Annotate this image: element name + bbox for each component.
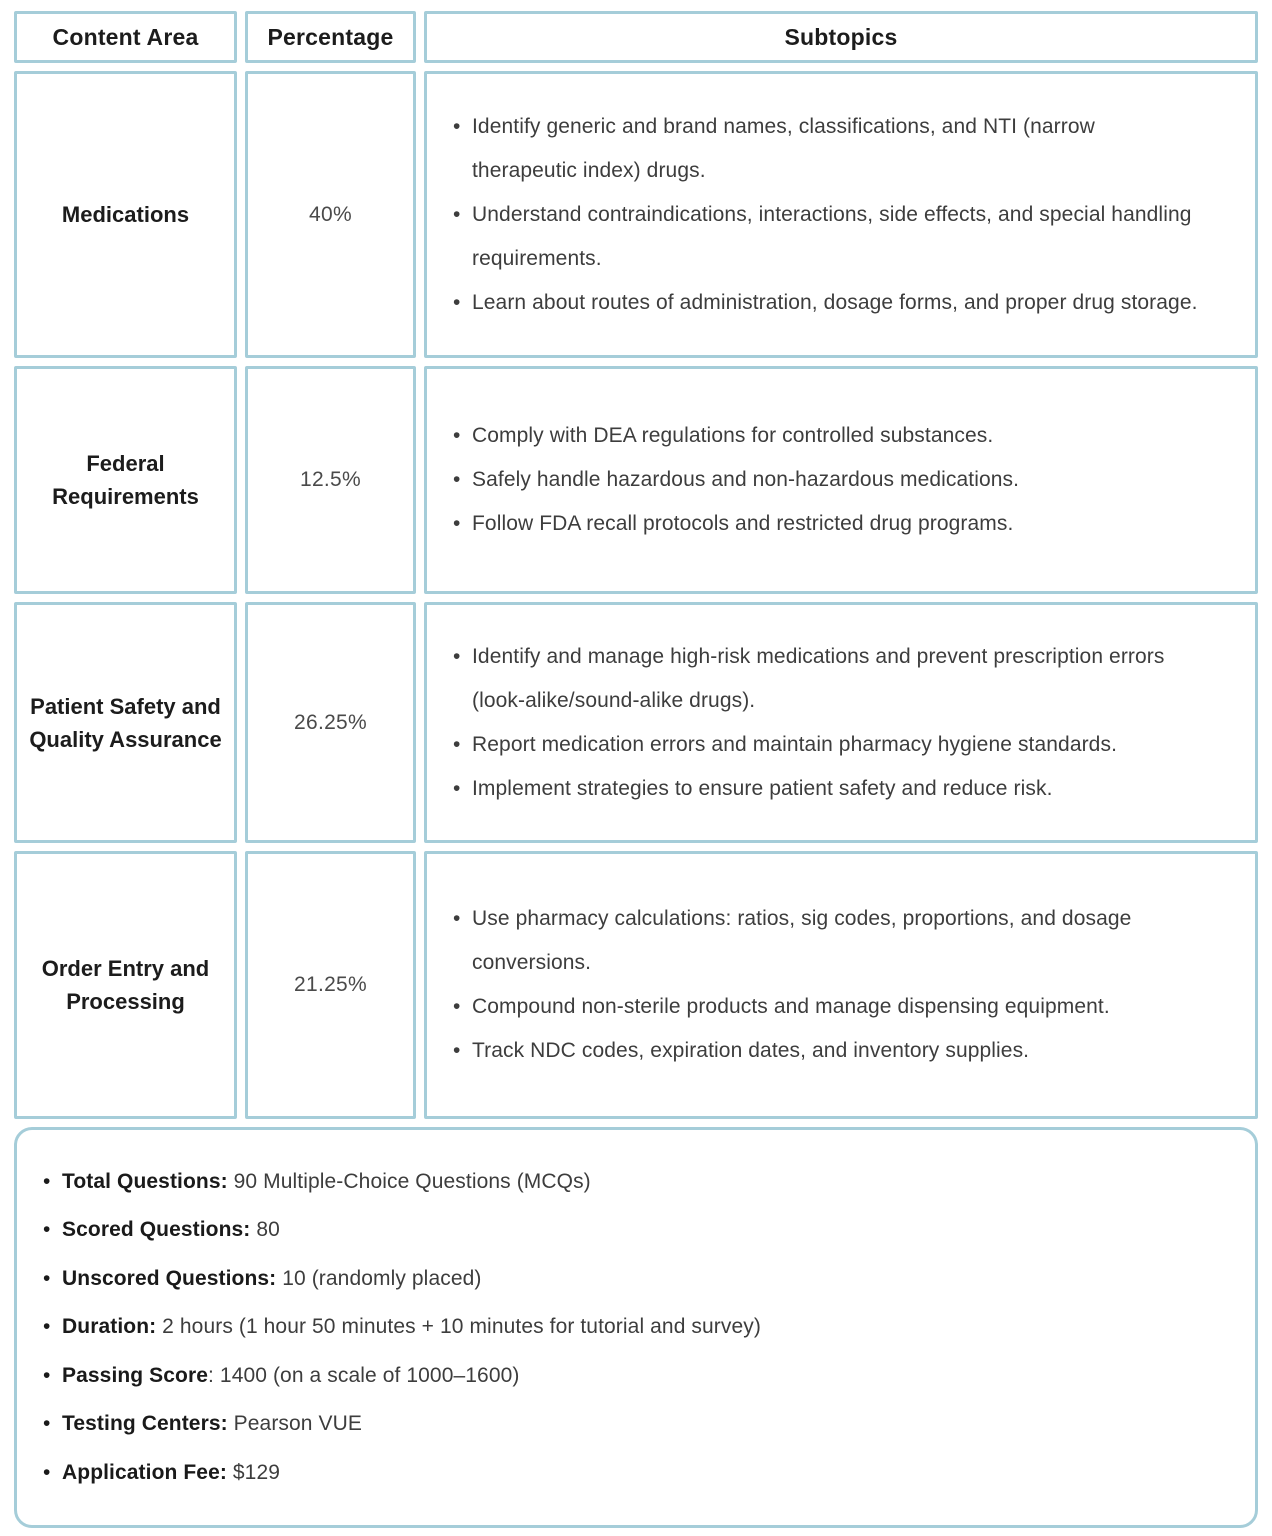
detail-value: : 1400 (on a scale of 1000–1600) bbox=[208, 1363, 520, 1387]
exam-detail-item bbox=[43, 1459, 1229, 1487]
header-percentage: Percentage bbox=[245, 11, 416, 63]
detail-label: Scored Questions: bbox=[62, 1218, 251, 1242]
exam-detail-item bbox=[43, 1362, 1229, 1390]
subtopic-text: Learn about routes of administration, dosage forms, and proper drug storage. bbox=[472, 290, 1198, 314]
detail-text bbox=[62, 1168, 591, 1196]
subtopic-item bbox=[453, 767, 1203, 811]
content-area-cell: Patient Safety and Quality Assurance bbox=[14, 602, 237, 843]
bullet-icon: • bbox=[453, 776, 461, 800]
subtopic-item bbox=[453, 414, 1203, 458]
subtopic-item bbox=[453, 458, 1203, 502]
subtopic-text: Identify and manage high-risk medications and prevent prescription errors (look-alike/sound-alike drugs). bbox=[472, 644, 1165, 712]
bullet-icon: • bbox=[453, 424, 461, 447]
exam-detail-item bbox=[43, 1313, 1229, 1341]
detail-label: Unscored Questions: bbox=[62, 1266, 277, 1290]
detail-value: 90 Multiple-Choice Questions (MCQs) bbox=[227, 1170, 591, 1194]
exam-detail-item bbox=[43, 1216, 1229, 1244]
content-area-cell: Medications bbox=[14, 71, 237, 358]
detail-text bbox=[62, 1459, 280, 1487]
exam-detail-item bbox=[43, 1168, 1229, 1196]
bullet-icon: • bbox=[453, 468, 461, 491]
bullet-icon: • bbox=[43, 1170, 51, 1194]
subtopics-cell bbox=[424, 71, 1258, 358]
subtopic-text: Follow FDA recall protocols and restricted drug programs. bbox=[472, 512, 1014, 535]
subtopic-text: Implement strategies to ensure patient safety and reduce risk. bbox=[472, 776, 1053, 800]
subtopics-cell bbox=[424, 366, 1258, 594]
bullet-icon: • bbox=[453, 732, 461, 756]
percentage-cell: 12.5% bbox=[245, 366, 416, 594]
detail-label: Application Fee: bbox=[62, 1460, 227, 1484]
header-subtopics: Subtopics bbox=[424, 11, 1258, 63]
bullet-icon: • bbox=[43, 1266, 51, 1290]
subtopic-text: Compound non-sterile products and manage dispensing equipment. bbox=[472, 995, 1110, 1018]
subtopic-text: Safely handle hazardous and non-hazardous medications. bbox=[472, 468, 1020, 491]
bullet-icon: • bbox=[453, 290, 461, 314]
subtopic-item bbox=[453, 723, 1203, 767]
detail-text bbox=[62, 1410, 362, 1438]
bullet-icon: • bbox=[453, 907, 461, 930]
percentage-cell: 21.25% bbox=[245, 851, 416, 1119]
subtopic-item bbox=[453, 193, 1203, 281]
subtopic-text: Comply with DEA regulations for controlled substances. bbox=[472, 424, 994, 447]
exam-detail-item bbox=[43, 1265, 1229, 1293]
bullet-icon: • bbox=[453, 202, 461, 226]
detail-label: Passing Score bbox=[62, 1363, 209, 1387]
subtopic-item bbox=[453, 985, 1203, 1029]
bullet-icon: • bbox=[43, 1363, 51, 1387]
detail-value: 80 bbox=[250, 1218, 280, 1242]
detail-value: $129 bbox=[226, 1460, 281, 1484]
subtopic-text: Understand contraindications, interactions, side effects, and special handling requirements. bbox=[472, 202, 1192, 270]
detail-text bbox=[62, 1313, 761, 1341]
subtopics-cell bbox=[424, 851, 1258, 1119]
content-area-cell: Federal Requirements bbox=[14, 366, 237, 594]
percentage-cell: 40% bbox=[245, 71, 416, 358]
detail-text bbox=[62, 1216, 280, 1244]
detail-value: 10 (randomly placed) bbox=[276, 1266, 482, 1290]
exam-content-table bbox=[14, 11, 1258, 1119]
bullet-icon: • bbox=[43, 1412, 51, 1436]
subtopic-item bbox=[453, 502, 1203, 546]
subtopics-cell bbox=[424, 602, 1258, 843]
subtopic-text: Identify generic and brand names, classifications, and NTI (narrow therapeutic index) drugs. bbox=[472, 114, 1095, 182]
subtopic-text: Track NDC codes, expiration dates, and inventory supplies. bbox=[472, 1039, 1030, 1062]
bullet-icon: • bbox=[453, 114, 461, 138]
percentage-cell: 26.25% bbox=[245, 602, 416, 843]
bullet-icon: • bbox=[453, 512, 461, 535]
subtopic-item bbox=[453, 1029, 1203, 1073]
detail-label: Duration: bbox=[62, 1315, 157, 1339]
detail-value: 2 hours (1 hour 50 minutes + 10 minutes for tutorial and survey) bbox=[156, 1315, 761, 1339]
content-area-cell: Order Entry and Processing bbox=[14, 851, 237, 1119]
detail-label: Total Questions: bbox=[62, 1170, 228, 1194]
detail-text bbox=[62, 1265, 481, 1293]
exam-details-box bbox=[14, 1127, 1258, 1528]
bullet-icon: • bbox=[453, 995, 461, 1018]
detail-text bbox=[62, 1362, 519, 1390]
header-content-area: Content Area bbox=[14, 11, 237, 63]
subtopic-item bbox=[453, 635, 1203, 723]
detail-value: Pearson VUE bbox=[227, 1412, 362, 1436]
detail-label: Testing Centers: bbox=[62, 1412, 228, 1436]
bullet-icon: • bbox=[43, 1315, 51, 1339]
bullet-icon: • bbox=[453, 644, 461, 668]
subtopic-text: Report medication errors and maintain pharmacy hygiene standards. bbox=[472, 732, 1117, 756]
bullet-icon: • bbox=[453, 1039, 461, 1062]
bullet-icon: • bbox=[43, 1218, 51, 1242]
exam-detail-item bbox=[43, 1410, 1229, 1438]
subtopic-item bbox=[453, 105, 1203, 193]
bullet-icon: • bbox=[43, 1460, 51, 1484]
subtopic-text: Use pharmacy calculations: ratios, sig codes, proportions, and dosage conversions. bbox=[472, 907, 1132, 974]
subtopic-item bbox=[453, 897, 1203, 985]
subtopic-item bbox=[453, 281, 1203, 325]
